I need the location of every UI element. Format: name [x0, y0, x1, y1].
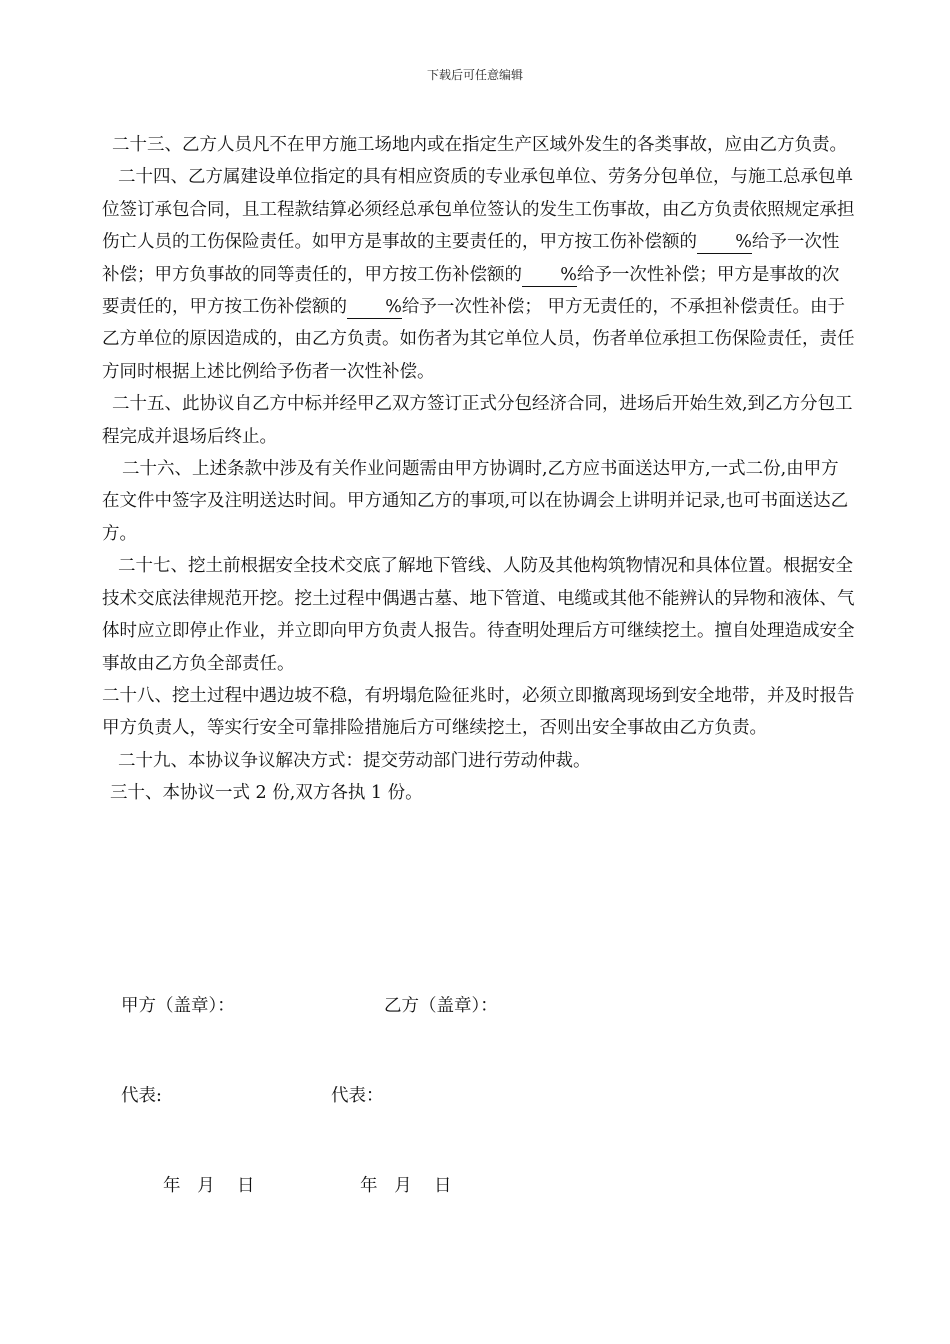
clause-24-part-d: 给予一次性补偿； 甲方无责任的，不承担补偿责任。由于乙方单位的原因造成的，由乙方负责。如伤者为其它单位人员，伤者单位承担工伤保险责任，责任方同时根据上述比例给予伤者一次性补偿。	[102, 297, 855, 382]
clause-27: 二十七、挖土前根据安全技术交底了解地下管线、人防及其他构筑物情况和具体位置。根据安全技术交底法律规范开挖。挖土过程中偶遇古墓、地下管道、电缆或其他不能辨认的异物和液体、气体时应立即停止作业，并立即向甲方负责人报告。待查明处理后方可继续挖土。擅自处理造成安全事故由乙方负全部责任。	[102, 556, 855, 674]
party-a-representative-label: 代表:	[121, 1086, 162, 1106]
clause-30: 三十、本协议一式 2 份,双方各执 1 份。	[110, 783, 423, 804]
party-b-date: 年 月 日	[360, 1176, 452, 1196]
clause-24-part-b: 给予一次性补偿；甲方负事故的同等责任的，甲方按工伤补偿额的	[102, 232, 840, 285]
header-note: 下载后可任意编辑	[426, 68, 523, 82]
blank-equal-responsibility: %	[522, 264, 577, 287]
party-b-representative-label: 代表：	[331, 1086, 384, 1106]
party-a-date: 年 月 日	[163, 1176, 255, 1196]
clause-24-part-a: 二十四、乙方属建设单位指定的具有相应资质的专业承包单位、劳务分包单位，与施工总承包单位签订承包合同，且工程款结算必须经总承包单位签认的发生工伤事故，由乙方负责依照规定承担伤亡人员的工伤保险责任。如甲方是事故的主要责任的，甲方按工伤补偿额的	[102, 167, 855, 253]
contract-body	[102, 129, 856, 810]
clause-29: 二十九、本协议争议解决方式：提交劳动部门进行劳动仲裁。	[118, 750, 591, 771]
party-a-seal-label: 甲方（盖章）：	[121, 996, 235, 1016]
blank-minor-responsibility: %	[347, 296, 402, 319]
blank-main-responsibility: %	[697, 231, 752, 254]
clause-25: 二十五、此协议自乙方中标并经甲乙双方签订正式分包经济合同，进场后开始生效,到乙方分包工程完成并退场后终止。	[102, 394, 853, 447]
clause-26: 二十六、上述条款中涉及有关作业问题需由甲方协调时,乙方应书面送达甲方,一式二份,由甲方在文件中签字及注明送达时间。甲方通知乙方的事项,可以在协调会上讲明并记录,也可书面送达乙方。	[102, 459, 849, 544]
party-b-seal-label: 乙方（盖章）：	[384, 996, 498, 1016]
clause-24-part-c: 给予一次性补偿；甲方是事故的次要责任的，甲方按工伤补偿额的	[102, 264, 840, 318]
clause-23: 二十三、乙方人员凡不在甲方施工场地内或在指定生产区域外发生的各类事故，应由乙方负责。	[112, 135, 847, 155]
clause-28: 二十八、挖土过程中遇边坡不稳，有坍塌危险征兆时，必须立即撤离现场到安全地带，并及时报告甲方负责人，等实行安全可靠排险措施后方可继续挖土，否则出安全事故由乙方负责。	[102, 685, 855, 739]
clause-24	[102, 161, 856, 388]
